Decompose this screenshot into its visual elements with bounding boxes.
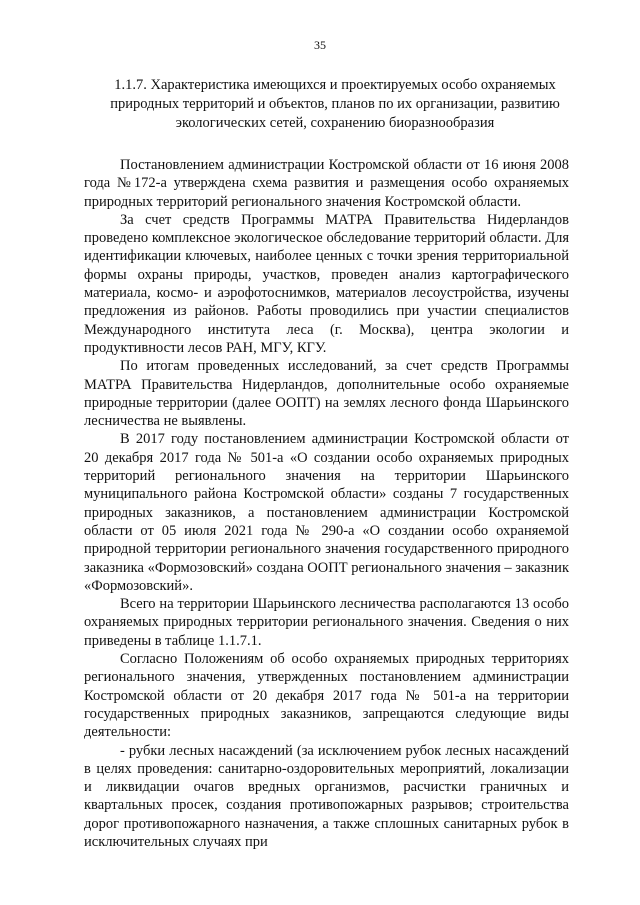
paragraph: В 2017 году постановлением администрации Костромской области от 20 декабря 2017 года № 501-а «О создании особо охраняемых природных территорий регионального значения на территории Шарьинского муниципального района Костромской области» созданы 7 государственных природных заказников, а постановлением администрации Костромской области от 05 июля 2021 года № 290-а «О создании особо охраняемой природной территории регионального значения государственного природного заказника «Формозовский» создана ООПТ регионального значения – заказник «Формозовский». bbox=[84, 431, 569, 594]
paragraph: Постановлением администрации Костромской области от 16 июня 2008 года №172-а утверждена схема развития и размещения особо охраняемых природных территорий регионального значения Костромской области. bbox=[84, 157, 569, 210]
body-text bbox=[84, 156, 569, 851]
paragraph: Всего на территории Шарьинского лесничества располагаются 13 особо охраняемых природных территории регионального значения. Сведения о них приведены в таблице 1.1.7.1. bbox=[84, 596, 569, 649]
paragraph: За счет средств Программы МАТРА Правительства Нидерландов проведено комплексное экологическое обследование территорий области. Для идентификации ключевых, наиболее ценных с точки зрения территориальной формы охраны природы, участков, проведен анализ картографического материала, космо- и аэрофотоснимков, материалов лесоустройства, изучены предложения из районов. Работы проводились при участии специалистов Международного института леса (г. Москва), центра экологии и продуктивности лесов РАН, МГУ, КГУ. bbox=[84, 211, 569, 356]
paragraph: По итогам проведенных исследований, за счет средств Программы МАТРА Правительства Нидерландов, дополнительные особо охраняемые природные территории (далее ООПТ) на землях лесного фонда Шарьинского лесничества не выявлены. bbox=[84, 358, 569, 430]
paragraph: Согласно Положениям об особо охраняемых природных территориях регионального значения, утвержденных постановлением администрации Костромской области от 20 декабря 2017 года № 501-а на территории государственных природных заказников, запрещаются следующие виды деятельности: bbox=[84, 651, 569, 741]
section-heading: 1.1.7. Характеристика имеющихся и проектируемых особо охраняемых природных территорий и объектов, планов по их организации, развитию экологических сетей, сохранению биоразнообразия bbox=[110, 77, 560, 131]
page-number: 35 bbox=[314, 38, 326, 52]
paragraph: - рубки лесных насаждений (за исключением рубок лесных насаждений в целях проведения: санитарно-оздоровительных мероприятий, локализации и ликвидации очагов вредных организмов, расчистки граничных и квартальных просек, создания противопожарных разрывов; строительства дорог противопожарного назначения, а также сплошных санитарных рубок в исключительных случаях при bbox=[84, 742, 569, 850]
